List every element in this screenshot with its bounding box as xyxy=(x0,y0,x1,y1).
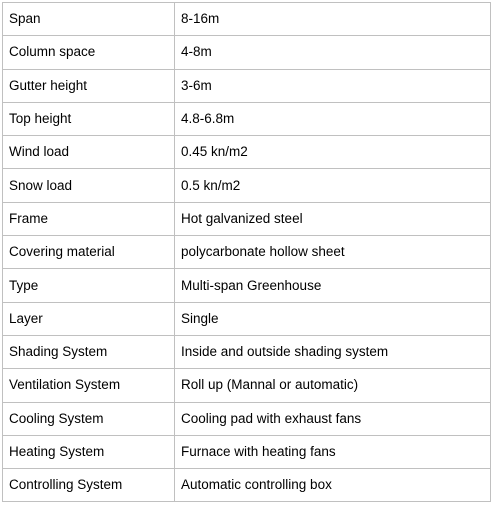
spec-label: Shading System xyxy=(3,335,175,368)
spec-value: Automatic controlling box xyxy=(175,469,491,502)
table-row xyxy=(3,302,491,335)
table-row xyxy=(3,269,491,302)
spec-label: Layer xyxy=(3,302,175,335)
spec-value: Inside and outside shading system xyxy=(175,335,491,368)
spec-label: Controlling System xyxy=(3,469,175,502)
spec-label: Snow load xyxy=(3,169,175,202)
table-row xyxy=(3,102,491,135)
spec-value: Multi-span Greenhouse xyxy=(175,269,491,302)
spec-label: Ventilation System xyxy=(3,369,175,402)
spec-value: 8-16m xyxy=(175,3,491,36)
spec-value: 3-6m xyxy=(175,69,491,102)
spec-label: Heating System xyxy=(3,435,175,468)
spec-value: 4-8m xyxy=(175,36,491,69)
spec-label: Cooling System xyxy=(3,402,175,435)
spec-value: Single xyxy=(175,302,491,335)
spec-label: Wind load xyxy=(3,136,175,169)
table-row xyxy=(3,3,491,36)
table-row xyxy=(3,202,491,235)
table-row xyxy=(3,435,491,468)
spec-label: Top height xyxy=(3,102,175,135)
table-row xyxy=(3,36,491,69)
spec-value: Furnace with heating fans xyxy=(175,435,491,468)
table-row xyxy=(3,402,491,435)
spec-value: Roll up (Mannal or automatic) xyxy=(175,369,491,402)
table-row xyxy=(3,469,491,502)
spec-value: 4.8-6.8m xyxy=(175,102,491,135)
spec-value: Cooling pad with exhaust fans xyxy=(175,402,491,435)
specifications-table-body xyxy=(3,3,491,502)
table-row xyxy=(3,136,491,169)
spec-value: 0.45 kn/m2 xyxy=(175,136,491,169)
table-row xyxy=(3,69,491,102)
spec-value: Hot galvanized steel xyxy=(175,202,491,235)
table-row xyxy=(3,369,491,402)
spec-label: Frame xyxy=(3,202,175,235)
spec-label: Covering material xyxy=(3,236,175,269)
table-row xyxy=(3,236,491,269)
spec-label: Gutter height xyxy=(3,69,175,102)
spec-label: Type xyxy=(3,269,175,302)
spec-value: 0.5 kn/m2 xyxy=(175,169,491,202)
table-row xyxy=(3,335,491,368)
table-row xyxy=(3,169,491,202)
spec-label: Span xyxy=(3,3,175,36)
specifications-table xyxy=(2,2,491,502)
spec-label: Column space xyxy=(3,36,175,69)
spec-value: polycarbonate hollow sheet xyxy=(175,236,491,269)
